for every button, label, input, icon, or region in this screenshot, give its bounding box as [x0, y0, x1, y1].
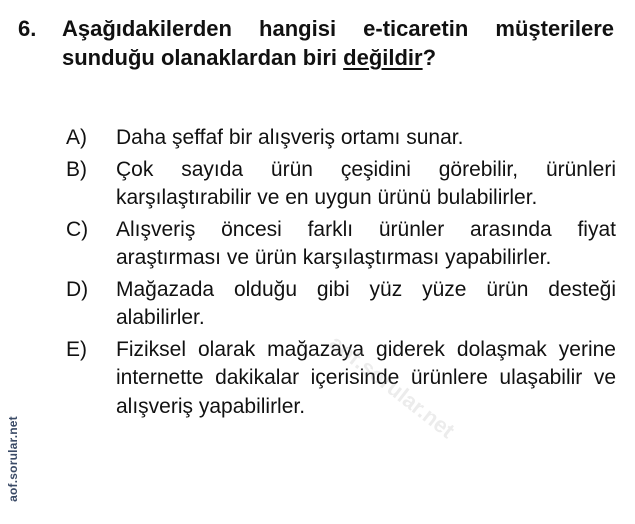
option-a[interactable]	[66, 124, 616, 153]
option-text: Çok sayıda ürün çeşidini görebilir, ürünleri karşılaştırabilir ve en uygun ürünü bulabilirler.	[116, 157, 616, 209]
option-letter: C)	[66, 217, 89, 241]
option-d[interactable]	[66, 276, 616, 333]
side-watermark: aof.sorular.net	[6, 416, 20, 502]
option-text: Daha şeffaf bir alışveriş ortamı sunar.	[116, 126, 464, 149]
option-text: Fiziksel olarak mağazaya giderek dolaşmak yerine internette dakikalar içerisinde ürünlere ulaşabilir ve alışveriş yapabilirler.	[116, 337, 616, 418]
option-text: Alışveriş öncesi farklı ürünler arasında fiyat araştırması ve ürün karşılaştırması yapabilirler.	[116, 217, 616, 269]
question-emphasis: değildir	[343, 45, 423, 70]
question-text-end: ?	[422, 45, 437, 70]
question-text	[62, 14, 614, 72]
option-letter: A)	[66, 126, 87, 149]
diagonal-watermark: aof.sorular.net	[324, 330, 460, 444]
question-text-main: Aşağıdakilerden hangisi e-ticaretin müşterilere sunduğu olanaklardan biri	[62, 16, 614, 70]
option-c[interactable]	[66, 216, 616, 273]
option-letter: E)	[66, 337, 87, 361]
question-number: 6.	[18, 16, 37, 41]
answer-options	[66, 124, 616, 424]
option-letter: D)	[66, 277, 89, 301]
option-b[interactable]	[66, 156, 616, 213]
option-letter: B)	[66, 157, 87, 181]
option-text: Mağazada olduğu gibi yüz yüze ürün desteği alabilirler.	[116, 277, 616, 329]
